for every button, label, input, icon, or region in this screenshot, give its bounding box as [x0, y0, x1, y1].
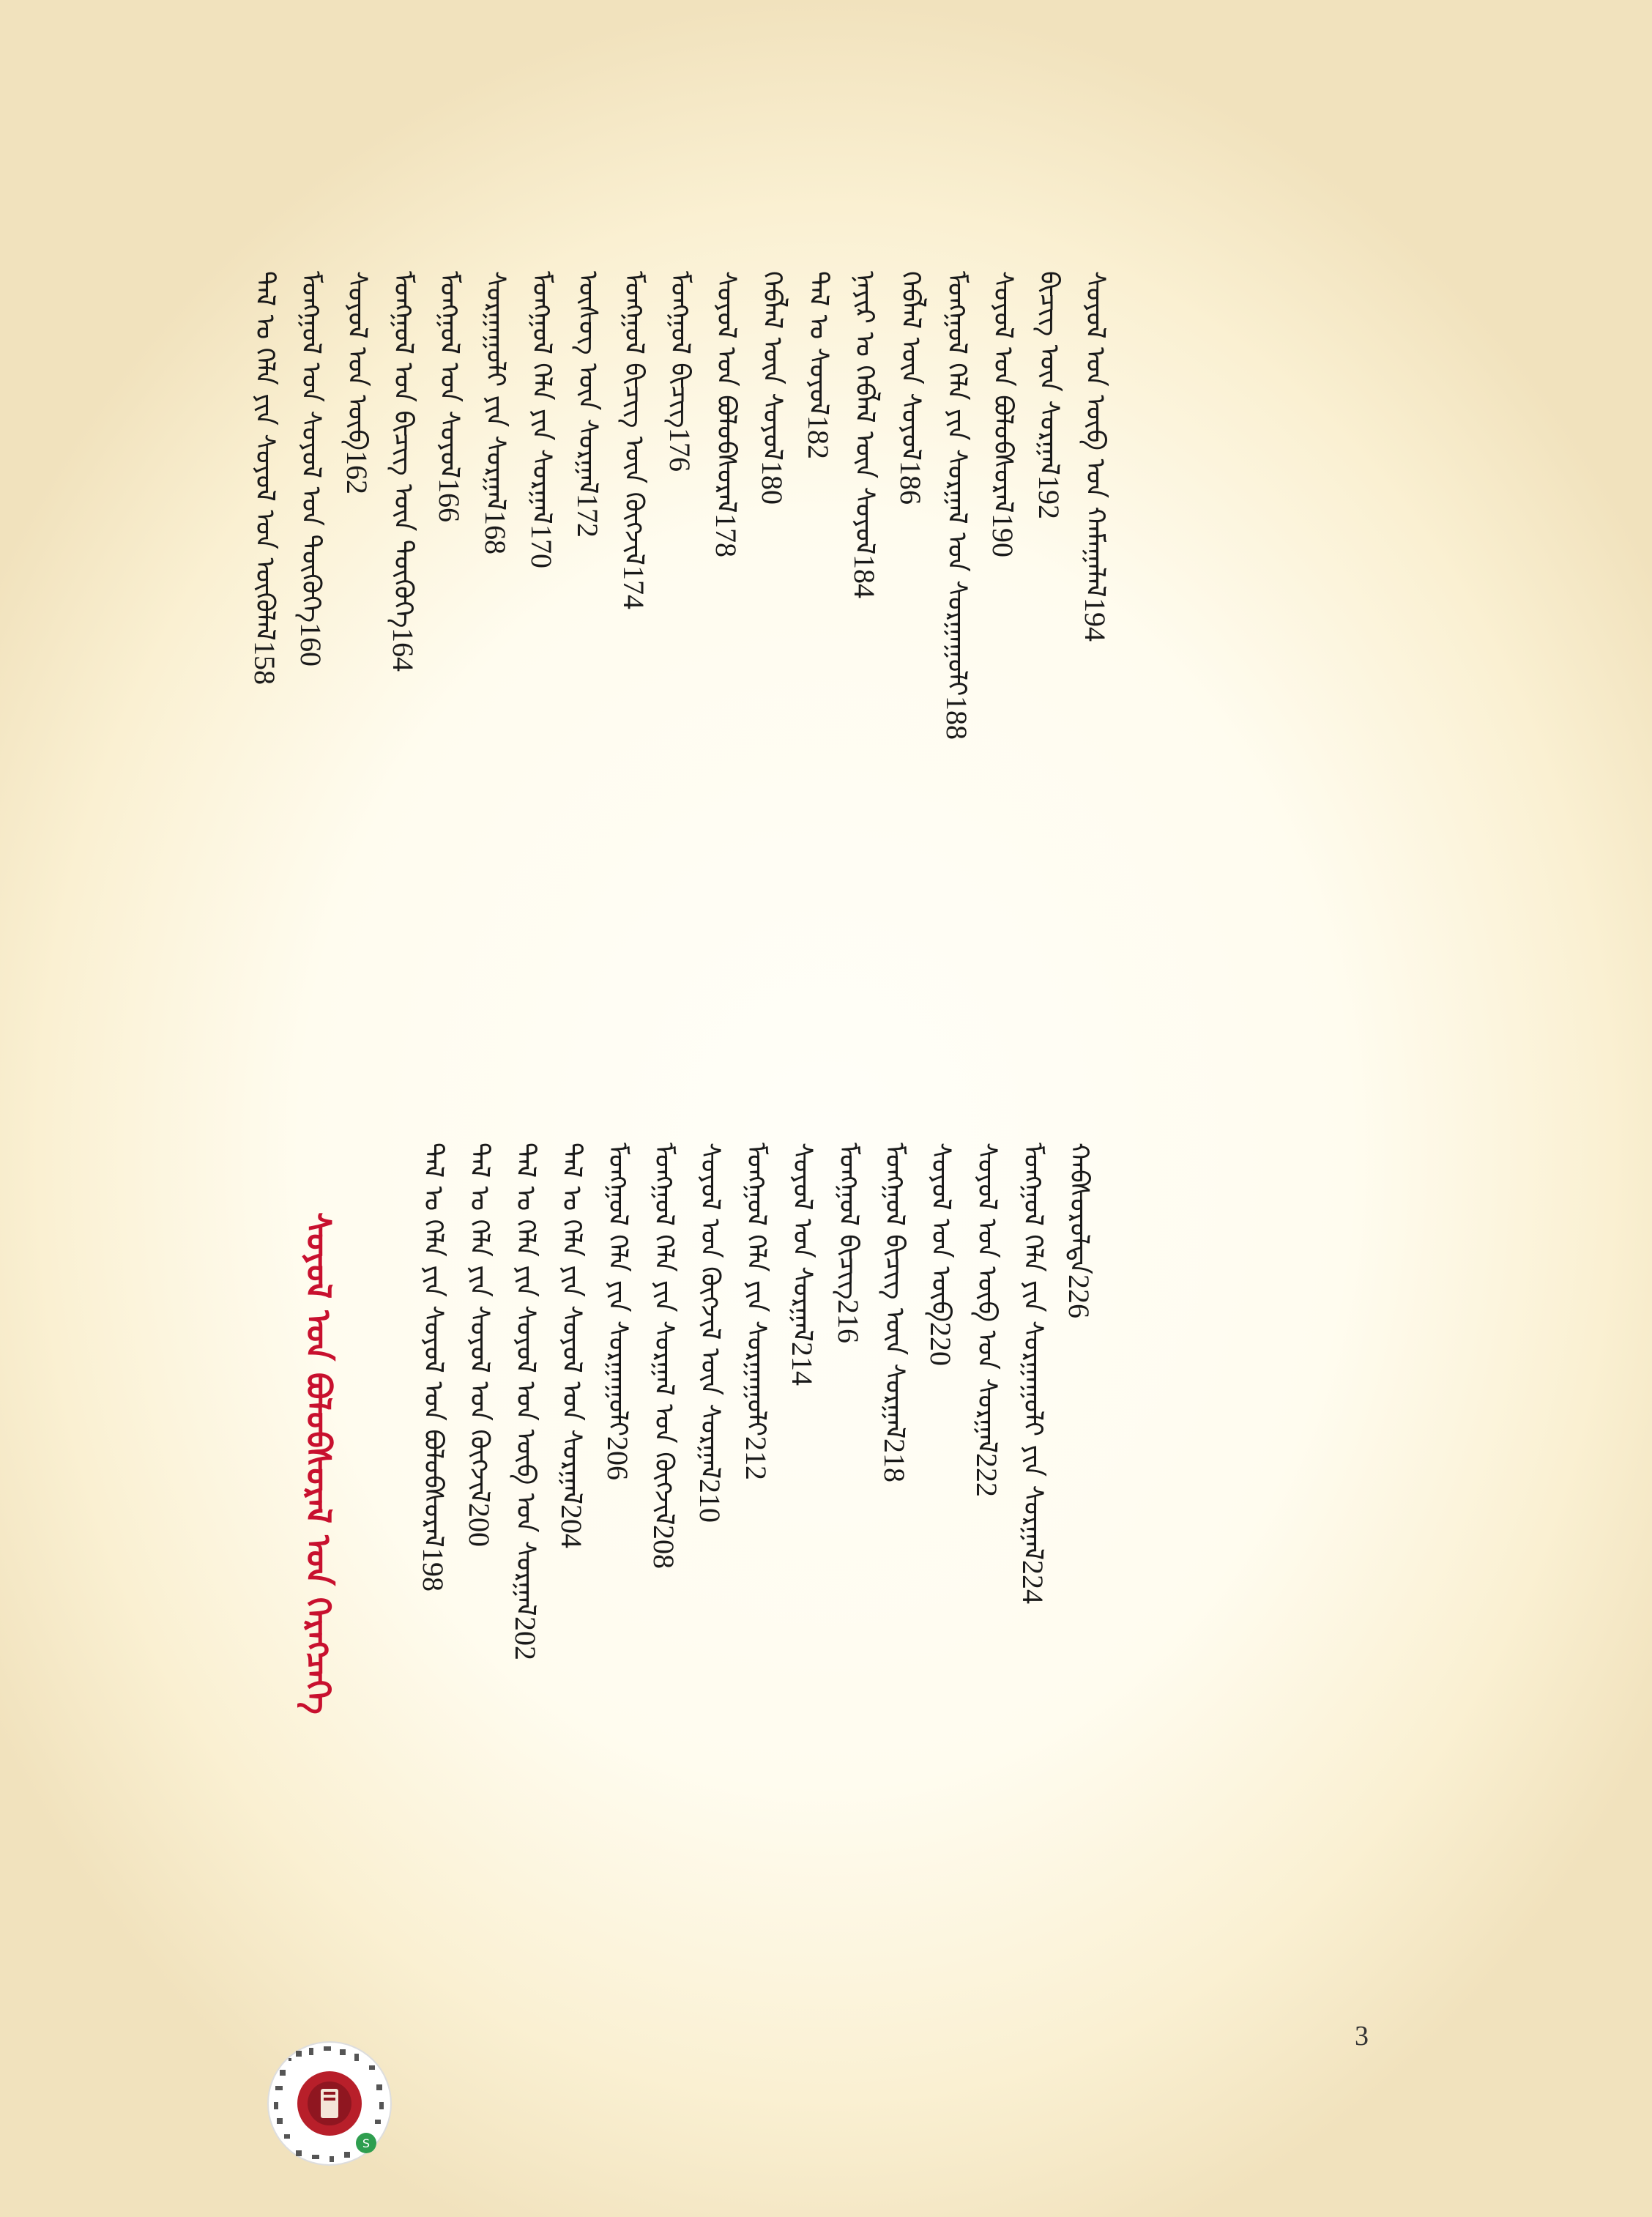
toc-entry-page: 206	[601, 1436, 634, 1481]
toc-entry-page: 172	[571, 494, 604, 538]
toc-entry-page: 160	[294, 623, 327, 667]
toc-lower-entry[interactable]	[380, 271, 426, 672]
toc-entry-title: ᠮᠣᠩᠭᠣᠯ ᠪᠢᠴᠢᠭ	[665, 271, 695, 428]
toc-entry-page: 214	[786, 1341, 819, 1386]
toc-entry-title: ᠰᠣᠶᠣᠯ ᠤᠨ ᠰᠤᠷᠭᠠᠯ	[787, 1143, 817, 1342]
toc-entry-title: ᠮᠣᠩᠭᠣᠯ ᠬᠡᠯᠡ ᠶᠢᠨ ᠰᠤᠷᠭᠠᠭᠤᠯᠢ	[741, 1143, 771, 1437]
toc-entry-title: ᠮᠣᠩᠭᠣᠯ ᠪᠢᠴᠢᠭ ᠦᠨ ᠬᠦᠭᠵᠢᠯ	[619, 271, 649, 565]
toc-entry-page: 174	[617, 565, 650, 609]
toc-entry-page: 208	[647, 1525, 680, 1570]
toc-entry-page: 224	[1016, 1560, 1049, 1605]
toc-lower-entry[interactable]	[795, 271, 841, 460]
toc-entry-page: 164	[387, 628, 420, 672]
toc-column-lower	[242, 271, 1118, 1055]
toc-entry-page: 166	[433, 478, 466, 523]
toc-entry-title: ᠰᠣᠶᠣᠯ ᠤᠨ ᠪᠣᠯᠣᠪᠰᠤᠷᠠᠯ	[711, 271, 741, 513]
toc-lower-entry[interactable]	[1026, 271, 1072, 519]
toc-entry-page: 168	[479, 510, 512, 555]
toc-entry-title: ᠮᠣᠩᠭᠣᠯ ᠪᠢᠴᠢᠭ	[833, 1143, 863, 1300]
toc-upper-entry[interactable]	[502, 1143, 548, 1660]
toc-entry-title: ᠲᠠᠯ ᠤ ᠬᠡᠯᠡ ᠶᠢᠨ ᠰᠣᠶᠣᠯ ᠤᠨ ᠦᠬᠦᠯᠡᠯ	[250, 271, 280, 641]
toc-entry-title: ᠰᠣᠶᠣᠯ ᠤᠨ ᠪᠣᠯᠣᠪᠰᠤᠷᠠᠯ	[988, 271, 1018, 513]
toc-upper-entry[interactable]	[595, 1143, 641, 1481]
toc-lower-entry[interactable]	[242, 271, 288, 685]
toc-entry-title: ᠲᠠᠯ ᠤ ᠰᠣᠶᠣᠯ	[803, 271, 833, 416]
toc-entry-page: 178	[710, 513, 743, 557]
toc-entry-page: 210	[693, 1479, 726, 1523]
toc-lower-entry[interactable]	[426, 271, 472, 523]
toc-entry-page: 202	[509, 1616, 542, 1660]
toc-lower-entry[interactable]	[1072, 271, 1118, 642]
toc-entry-page: 212	[740, 1436, 773, 1481]
toc-entry-title: ᠮᠣᠩᠭᠣᠯ ᠬᠡᠯᠡ ᠶᠢᠨ ᠰᠤᠷᠭᠠᠯ ᠤᠨ ᠰᠤᠷᠭᠠᠭᠤᠯᠢ	[942, 271, 972, 697]
toc-entry-title: ᠲᠠᠯ ᠤ ᠬᠡᠯᠡ ᠶᠢᠨ ᠰᠣᠶᠣᠯ ᠤᠨ ᠬᠦᠭᠵᠢᠯ	[464, 1143, 494, 1503]
toc-entry-page: 180	[756, 460, 789, 505]
toc-upper-entry[interactable]	[687, 1143, 733, 1523]
toc-upper-entry[interactable]	[548, 1143, 595, 1549]
toc-entry-page: 194	[1079, 597, 1112, 642]
toc-column-upper	[410, 1143, 1102, 2007]
toc-lower-entry[interactable]	[657, 271, 703, 472]
toc-upper-entry[interactable]	[410, 1143, 456, 1592]
toc-entry-title: ᠮᠣᠩᠭᠣᠯ ᠪᠢᠴᠢᠭ ᠦᠨ ᠰᠤᠷᠭᠠᠯ	[879, 1143, 909, 1439]
toc-upper-entry[interactable]	[964, 1143, 1010, 1498]
page-number: 3	[1355, 2021, 1369, 2051]
toc-lower-entry[interactable]	[472, 271, 518, 555]
toc-entry-title: ᠰᠣᠶᠣᠯ ᠤᠨ ᠦᠪ	[342, 271, 372, 451]
toc-entry-page: 218	[878, 1438, 911, 1483]
toc-entry-page: 170	[525, 524, 558, 568]
toc-entry-page: 226	[1063, 1274, 1095, 1318]
toc-lower-entry[interactable]	[703, 271, 749, 557]
toc-entry-page: 182	[802, 415, 835, 460]
toc-lower-entry[interactable]	[749, 271, 795, 505]
toc-entry-title: ᠲᠠᠯ ᠤ ᠬᠡᠯᠡ ᠶᠢᠨ ᠰᠣᠶᠣᠯ ᠤᠨ ᠰᠤᠷᠭᠠᠯ	[557, 1143, 587, 1505]
toc-entry-page: 184	[848, 554, 881, 599]
toc-entry-title: ᠨᠠᠶᠢᠷ ᠤ ᠬᠡᠪᠯᠡᠯ ᠦᠨ ᠰᠣᠶᠣᠯ	[849, 271, 879, 555]
toc-entry-page: 190	[986, 513, 1019, 557]
toc-entry-title: ᠦᠰᠦᠭ ᠦᠨ ᠰᠤᠷᠭᠠᠯ	[573, 271, 603, 494]
toc-entry-title: ᠪᠢᠴᠢᠭ ᠦᠨ ᠰᠤᠷᠭᠠᠯ	[1034, 271, 1064, 475]
toc-upper-entry[interactable]	[825, 1143, 871, 1344]
toc-entry-page: 192	[1032, 475, 1065, 519]
toc-entry-title: ᠮᠣᠩᠭᠣᠯ ᠬᠡᠯᠡ ᠶᠢᠨ ᠰᠤᠷᠭᠠᠭᠤᠯᠢ ᠶᠢᠨ ᠰᠤᠷᠭᠠᠯ	[1018, 1143, 1048, 1561]
toc-entry-page: 198	[417, 1547, 450, 1592]
toc-entry-title: ᠰᠣᠶᠣᠯ ᠤᠨ ᠦᠪ	[926, 1143, 956, 1323]
toc-upper-entry[interactable]	[1056, 1143, 1102, 1318]
toc-entry-page: 220	[924, 1322, 957, 1367]
toc-entry-page: 186	[894, 460, 927, 505]
book-logo-icon[interactable]	[267, 2040, 392, 2166]
toc-entry-title: ᠰᠤᠷᠭᠠᠭᠤᠯᠢ ᠶᠢᠨ ᠰᠤᠷᠭᠠᠯ	[480, 271, 510, 511]
toc-entry-title: ᠬᠡᠪᠯᠡᠯ ᠦᠨ ᠰᠣᠶᠣᠯ	[896, 271, 926, 461]
toc-upper-entry[interactable]	[779, 1143, 825, 1386]
toc-entry-title: ᠬᠡᠪᠯᠡᠯ ᠦᠨ ᠰᠣᠶᠣᠯ	[757, 271, 787, 461]
toc-lower-entry[interactable]	[841, 271, 888, 599]
toc-lower-entry[interactable]	[334, 271, 380, 495]
toc-entry-page: 176	[663, 428, 696, 472]
toc-upper-entry[interactable]	[1010, 1143, 1056, 1605]
toc-entry-page: 162	[341, 450, 373, 495]
toc-entry-page: 158	[248, 640, 281, 685]
toc-entry-title: ᠰᠣᠶᠣᠯ ᠤᠨ ᠦᠪ ᠤᠨ ᠬᠠᠮᠠᠭᠠᠯᠠᠯ	[1080, 271, 1110, 598]
toc-lower-entry[interactable]	[611, 271, 657, 609]
toc-entry-page: 188	[940, 696, 973, 740]
toc-lower-entry[interactable]	[288, 271, 334, 667]
toc-entry-title: ᠲᠠᠯ ᠤ ᠬᠡᠯᠡ ᠶᠢᠨ ᠰᠣᠶᠣᠯ ᠤᠨ ᠪᠣᠯᠣᠪᠰᠤᠷᠠᠯ	[418, 1143, 448, 1548]
svg-text:S: S	[362, 2136, 371, 2150]
toc-entry-title: ᠮᠣᠩᠭᠣᠯ ᠬᠡᠯᠡ ᠶᠢᠨ ᠰᠤᠷᠭᠠᠯ ᠤᠨ ᠬᠦᠭᠵᠢᠯ	[649, 1143, 679, 1526]
toc-entry-page: 200	[463, 1502, 496, 1547]
toc-entry-title: ᠲᠠᠯ ᠤ ᠬᠡᠯᠡ ᠶᠢᠨ ᠰᠣᠶᠣᠯ ᠤᠨ ᠦᠪ ᠤᠨ ᠰᠤᠷᠭᠠᠯ	[510, 1143, 540, 1616]
toc-entry-title: ᠮᠣᠩᠭᠣᠯ ᠬᠡᠯᠡ ᠶᠢᠨ ᠰᠤᠷᠭᠠᠭᠤᠯᠢ	[603, 1143, 633, 1437]
toc-lower-entry[interactable]	[518, 271, 565, 568]
toc-entry-title: ᠰᠣᠶᠣᠯ ᠤᠨ ᠦᠪ ᠤᠨ ᠰᠤᠷᠭᠠᠯ	[972, 1143, 1002, 1454]
toc-entry-title: ᠮᠣᠩᠭᠣᠯ ᠤᠨ ᠰᠣᠶᠣᠯ ᠤᠨ ᠲᠦᠭᠦᠬᠡ	[296, 271, 326, 623]
toc-entry-title: ᠮᠣᠩᠭᠣᠯ ᠤᠨ ᠪᠢᠴᠢᠭ ᠦᠨ ᠲᠦᠭᠦᠬᠡ	[388, 271, 418, 628]
section-header: ᠰᠣᠶᠣᠯ ᠤᠨ ᠪᠣᠯᠣᠪᠰᠤᠷᠠᠯ ᠤᠨ ᠬᠡᠷᠡᠭᠴᠡᠭᠡ	[299, 1212, 338, 1715]
toc-lower-entry[interactable]	[888, 271, 934, 505]
toc-lower-entry[interactable]	[934, 271, 980, 740]
toc-upper-entry[interactable]	[641, 1143, 687, 1570]
toc-lower-entry[interactable]	[565, 271, 611, 538]
toc-entry-page: 204	[555, 1504, 588, 1549]
toc-upper-entry[interactable]	[733, 1143, 779, 1481]
toc-upper-entry[interactable]	[871, 1143, 918, 1483]
toc-entry-page: 216	[832, 1299, 865, 1344]
toc-entry-title: ᠮᠣᠩᠭᠣᠯ ᠤᠨ ᠰᠣᠶᠣᠯ	[434, 271, 464, 479]
toc-entry-page: 222	[970, 1453, 1003, 1498]
toc-entry-title: ᠰᠣᠶᠣᠯ ᠤᠨ ᠬᠦᠭᠵᠢᠯ ᠦᠨ ᠰᠤᠷᠭᠠᠯ	[695, 1143, 725, 1479]
toc-entry-title: ᠮᠣᠩᠭᠣᠯ ᠬᠡᠯᠡ ᠶᠢᠨ ᠰᠤᠷᠭᠠᠯ	[527, 271, 557, 524]
toc-entry-title: ᠬᠠᠪᠰᠤᠷᠤᠯᠲᠠ	[1064, 1143, 1094, 1274]
toc-upper-entry[interactable]	[456, 1143, 502, 1547]
toc-upper-entry[interactable]	[918, 1143, 964, 1367]
toc-lower-entry[interactable]	[980, 271, 1026, 557]
